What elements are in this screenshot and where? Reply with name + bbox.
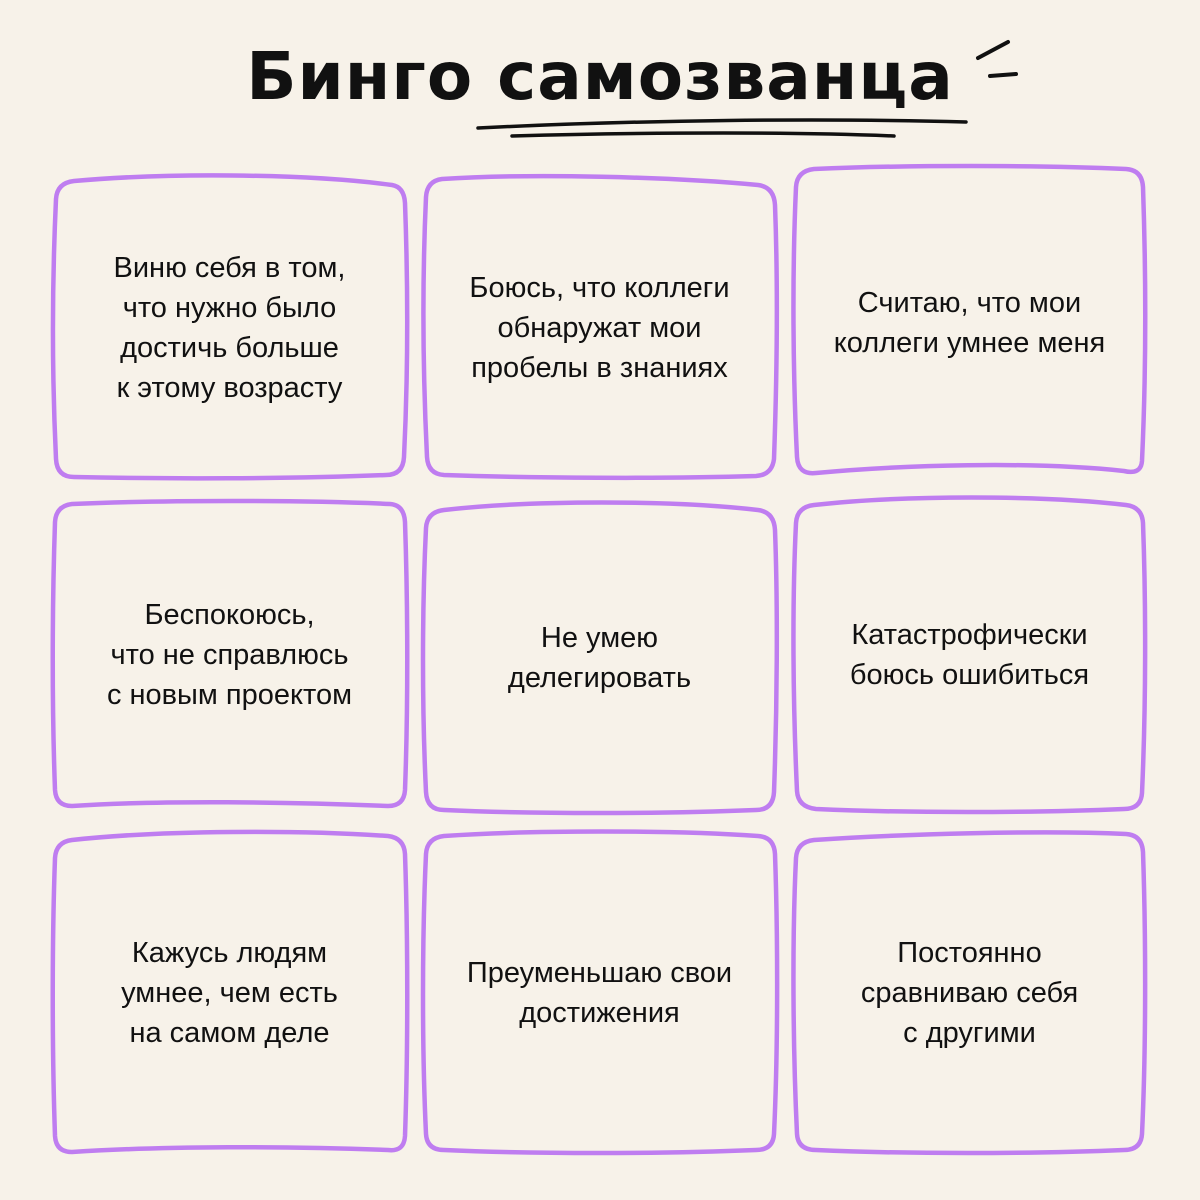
cell-text: Преуменьшаю свои достижения: [466, 956, 733, 1029]
cell-text: Постоянно сравниваю себя с другими: [860, 936, 1079, 1049]
bingo-cell[interactable]: [792, 830, 1147, 1155]
cell-text: Виню себя в том, что нужно было достичь больше к этому возрасту: [113, 251, 346, 404]
cell-text: Кажусь людям умнее, чем есть на самом деле: [121, 936, 338, 1049]
bingo-cell[interactable]: [422, 830, 777, 1155]
cell-text: Беспокоюсь, что не справлюсь с новым проектом: [106, 599, 353, 711]
bingo-cell[interactable]: [792, 165, 1147, 480]
cell-text: Катастрофически боюсь ошибиться: [849, 619, 1090, 691]
cell-text: Боюсь, что коллеги обнаружат мои пробелы в знаниях: [469, 271, 730, 384]
cell-text: Считаю, что мои коллеги умнее меня: [833, 286, 1106, 359]
bingo-cell[interactable]: [52, 500, 407, 810]
bingo-cell[interactable]: [792, 495, 1147, 815]
page-title: Бинго самозванца: [246, 38, 954, 115]
bingo-cell[interactable]: [422, 500, 777, 815]
bingo-cell[interactable]: [52, 175, 407, 480]
bingo-cell[interactable]: [52, 830, 407, 1155]
cell-text: Не умею делегировать: [507, 621, 692, 694]
bingo-cell[interactable]: [422, 175, 777, 480]
